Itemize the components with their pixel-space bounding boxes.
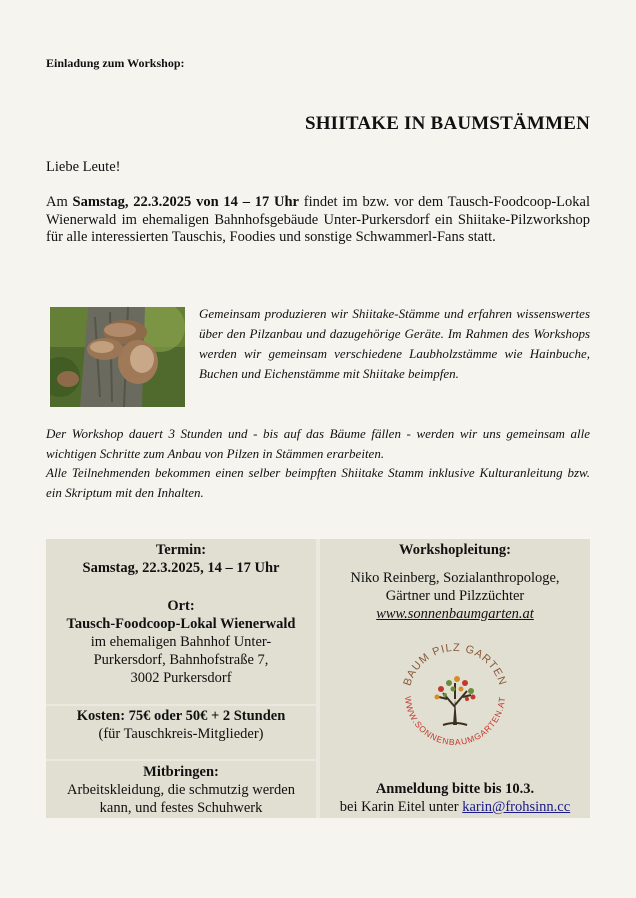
ort-name: Tausch-Foodcoop-Lokal Wienerwald xyxy=(66,616,296,632)
greeting: Liebe Leute! xyxy=(46,159,121,175)
anmeldung-bei: bei Karin Eitel unter xyxy=(339,799,459,815)
mitbringen-cell xyxy=(46,763,316,817)
kosten-value: Kosten: 75€ oder 50€ + 2 Stunden xyxy=(76,708,286,724)
ort-address-line: Purkersdorf, Bahnhofstraße 7, xyxy=(93,652,269,668)
mitbringen-line: Arbeitskleidung, die schmutzig werden xyxy=(67,782,295,798)
anmeldung-deadline: Anmeldung bitte bis 10.3. xyxy=(375,781,535,797)
anmeldung-contact xyxy=(320,798,590,816)
workshop-description: Gemeinsam produzieren wir Shiitake-Stämme und erfahren wissenswertes über den Pilzanbau und dazugehörige Geräte. Im Rahmen des Workshops werden wir gemeinsam verschiedene Laubholzstämme wie Hainbuche, Buchen und Eichenstämme mit Shiitake beimpfen. xyxy=(199,306,590,381)
kosten-cell xyxy=(46,707,316,743)
termin-cell xyxy=(46,541,316,577)
leitung-line: Niko Reinberg, Sozialanthropologe, xyxy=(350,570,560,586)
termin-value: Samstag, 22.3.2025, 14 – 17 Uhr xyxy=(82,560,280,576)
shiitake-photo xyxy=(50,307,185,407)
kosten-note: (für Tauschkreis-Mitglieder) xyxy=(98,726,264,742)
info-table xyxy=(46,539,590,818)
email-link[interactable]: karin@frohsinn.cc xyxy=(462,799,571,815)
tree-icon xyxy=(435,676,476,725)
termin-label: Termin: xyxy=(155,542,207,558)
workshop-takeaway: Alle Teilnehmenden bekommen einen selber beimpften Shiitake Stamm inklusive Kulturanleitung bzw. ein Skriptum mit den Inhalten. xyxy=(46,465,590,500)
ort-label: Ort: xyxy=(167,598,195,614)
ort-cell xyxy=(46,597,316,687)
logo-bottom-text: WWW.SONNENBAUMGARTEN.AT xyxy=(402,695,508,748)
leitung-label: Workshopleitung: xyxy=(399,542,511,558)
page-title: SHIITAKE IN BAUMSTÄMMEN xyxy=(304,113,590,134)
logo-top-text: BAUM PILZ GARTEN xyxy=(401,641,509,688)
intro-rest: findet im bzw. vor dem Tausch-Foodcoop-Lokal Wienerwald im ehemaligen Bahnhofsgebäude Unter-Purkersdorf ein Shiitake-Pilzworkshop für alle interessierten Tauschis, Foodies und sonstige Schwammerl-Fans statt. xyxy=(46,194,590,245)
info-left-column xyxy=(46,539,316,818)
mitbringen-line: kann, und festes Schuhwerk xyxy=(99,800,263,816)
ort-address-line: im ehemaligen Bahnhof Unter- xyxy=(90,634,272,650)
ort-address-line: 3002 Purkersdorf xyxy=(130,670,232,686)
baum-pilz-garten-logo xyxy=(395,637,515,757)
intro-paragraph xyxy=(46,194,590,247)
leitung-cell xyxy=(320,541,590,623)
website-link[interactable]: www.sonnenbaumgarten.at xyxy=(376,606,534,622)
info-right-column xyxy=(320,539,590,818)
workshop-duration: Der Workshop dauert 3 Stunden und - bis auf das Bäume fällen - werden wir uns gemeinsam alle wichtigen Schritte zum Anbau von Pilzen in Stämmen erarbeiten. xyxy=(46,426,590,461)
workshop-details xyxy=(46,424,590,502)
mitbringen-label: Mitbringen: xyxy=(143,764,219,780)
intro-am: Am xyxy=(46,194,68,210)
leitung-line: Gärtner und Pilzzüchter xyxy=(385,588,525,604)
anmeldung-cell xyxy=(320,780,590,816)
invite-heading: Einladung zum Workshop: xyxy=(46,56,185,70)
intro-date: Samstag, 22.3.2025 von 14 – 17 Uhr xyxy=(72,194,299,210)
